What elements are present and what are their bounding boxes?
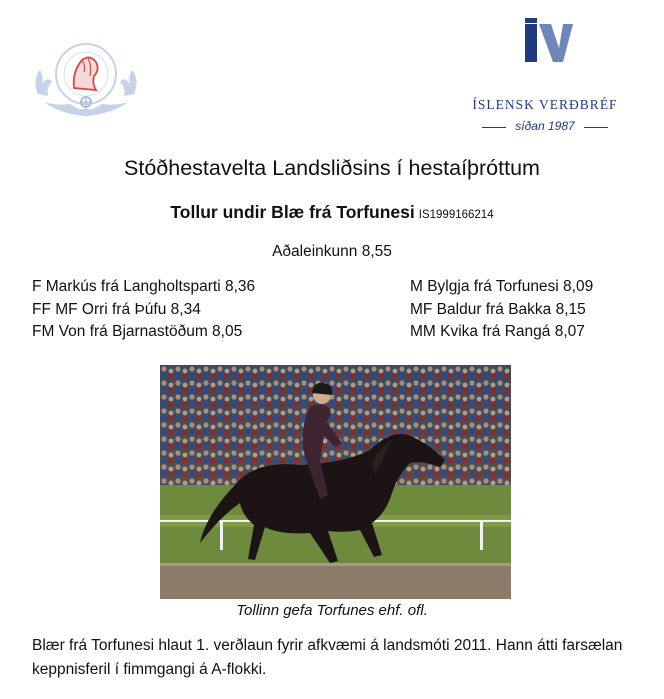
document-title: Stóðhestavelta Landsliðsins í hestaíþróttum [124,156,540,180]
rider-on-horse-photo [160,365,511,599]
pedigree-line: F Markús frá Langholtsparti 8,36 [32,278,256,295]
pedigree-line: M Bylgja frá Torfunesi 8,09 [410,278,594,295]
horse-name: Tollur undir Blæ frá Torfunesi [170,202,415,222]
association-logo [30,36,142,120]
pedigree-line: MM Kvika frá Rangá 8,07 [410,323,585,340]
pedigree-line: MF Baldur frá Bakka 8,15 [410,300,586,318]
islensk-verdbref-logo [470,18,620,133]
photo-caption: Tollinn gefa Torfunes ehf. ofl. [236,602,428,619]
since-text: síðan 1987 [515,119,575,133]
description-paragraph: Blær frá Torfunesi hlaut 1. verðlaun fyrir afkvæmi á landsmóti 2011. Hann átti farsælan keppnisferil í fimmgangi á A-flokki. [32,637,623,678]
pedigree-dam-side [410,276,593,344]
brand-name: ÍSLENSK VERÐBRÉF [472,97,618,112]
horse-heading [0,202,664,223]
horse-head-emblem-icon [30,36,142,120]
pedigree-line: FF MF Orri frá Þúfu 8,34 [32,300,201,318]
horse-photo [160,365,511,599]
main-score: Aðaleinkunn 8,55 [272,243,392,260]
brand-since-tagline [470,119,620,135]
iv-monogram-icon [525,18,573,70]
pedigree-sire-side [32,276,255,344]
registration-number: IS1999166214 [418,209,494,221]
pedigree-line: FM Von frá Bjarnastöðum 8,05 [32,323,243,340]
